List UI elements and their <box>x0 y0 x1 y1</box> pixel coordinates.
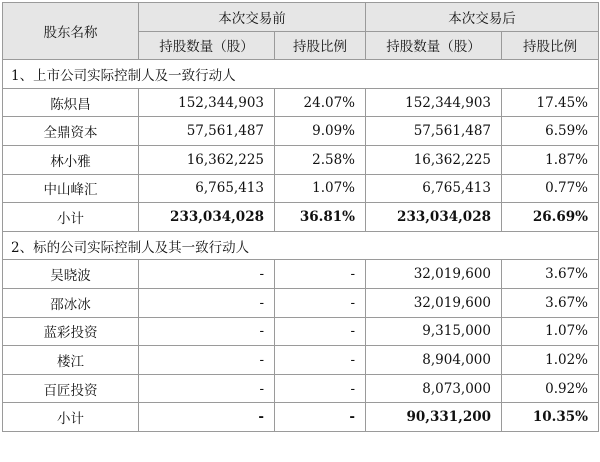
section-header-row <box>3 231 599 260</box>
col-group-before: 本次交易前 <box>139 3 366 32</box>
ratio-after-cell: 17.45% <box>502 88 599 117</box>
ratio-before-cell: - <box>275 260 366 289</box>
shares-before-cell: - <box>139 260 275 289</box>
shareholder-name-cell: 楼江 <box>3 346 139 375</box>
ratio-after-cell: 10.35% <box>502 403 599 432</box>
ratio-after-cell: 3.67% <box>502 288 599 317</box>
table-header <box>3 3 599 60</box>
shares-after-cell: 90,331,200 <box>366 403 502 432</box>
shares-after-cell: 32,019,600 <box>366 260 502 289</box>
ratio-after-cell: 3.67% <box>502 260 599 289</box>
ratio-before-cell: 24.07% <box>275 88 366 117</box>
shares-before-cell: 152,344,903 <box>139 88 275 117</box>
shares-before-cell: - <box>139 346 275 375</box>
shares-before-cell: - <box>139 374 275 403</box>
shares-before-cell: 6,765,413 <box>139 174 275 203</box>
shares-after-cell: 8,073,000 <box>366 374 502 403</box>
shares-after-cell: 233,034,028 <box>366 203 502 232</box>
section-title: 1、上市公司实际控制人及一致行动人 <box>3 60 599 89</box>
ratio-after-cell: 26.69% <box>502 203 599 232</box>
col-header-shares-before: 持股数量（股） <box>139 31 275 60</box>
ratio-before-cell: 36.81% <box>275 203 366 232</box>
shareholder-name-cell: 中山峰汇 <box>3 174 139 203</box>
ratio-before-cell: - <box>275 288 366 317</box>
section-title: 2、标的公司实际控制人及其一致行动人 <box>3 231 599 260</box>
ratio-before-cell: 2.58% <box>275 145 366 174</box>
ratio-after-cell: 1.07% <box>502 317 599 346</box>
shares-before-cell: - <box>139 317 275 346</box>
shares-before-cell: - <box>139 403 275 432</box>
shareholder-name-cell: 邵冰冰 <box>3 288 139 317</box>
shares-before-cell: 57,561,487 <box>139 117 275 146</box>
shares-after-cell: 32,019,600 <box>366 288 502 317</box>
col-header-name: 股东名称 <box>3 3 139 60</box>
ratio-after-cell: 0.77% <box>502 174 599 203</box>
ratio-after-cell: 1.87% <box>502 145 599 174</box>
table-body <box>3 60 599 432</box>
table-row <box>3 346 599 375</box>
ratio-before-cell: - <box>275 346 366 375</box>
table-row <box>3 374 599 403</box>
ratio-before-cell: 1.07% <box>275 174 366 203</box>
shareholder-name-cell: 小计 <box>3 203 139 232</box>
shareholder-name-cell: 蓝彩投资 <box>3 317 139 346</box>
shares-after-cell: 8,904,000 <box>366 346 502 375</box>
shares-after-cell: 9,315,000 <box>366 317 502 346</box>
ratio-before-cell: - <box>275 403 366 432</box>
ratio-after-cell: 0.92% <box>502 374 599 403</box>
table-row <box>3 288 599 317</box>
ratio-after-cell: 1.02% <box>502 346 599 375</box>
section-header-row <box>3 60 599 89</box>
subtotal-row <box>3 203 599 232</box>
table-row <box>3 260 599 289</box>
shareholder-name-cell: 林小雅 <box>3 145 139 174</box>
shares-before-cell: 16,362,225 <box>139 145 275 174</box>
shares-before-cell: - <box>139 288 275 317</box>
table-row <box>3 145 599 174</box>
col-header-ratio-before: 持股比例 <box>275 31 366 60</box>
shares-after-cell: 6,765,413 <box>366 174 502 203</box>
shareholder-name-cell: 吴晓波 <box>3 260 139 289</box>
shares-before-cell: 233,034,028 <box>139 203 275 232</box>
col-group-after: 本次交易后 <box>366 3 599 32</box>
col-header-shares-after: 持股数量（股） <box>366 31 502 60</box>
shareholding-table <box>2 2 599 432</box>
col-header-ratio-after: 持股比例 <box>502 31 599 60</box>
table-row <box>3 117 599 146</box>
shares-after-cell: 152,344,903 <box>366 88 502 117</box>
ratio-before-cell: 9.09% <box>275 117 366 146</box>
ratio-before-cell: - <box>275 374 366 403</box>
shareholder-name-cell: 百匠投资 <box>3 374 139 403</box>
shareholder-name-cell: 小计 <box>3 403 139 432</box>
table-row <box>3 317 599 346</box>
ratio-before-cell: - <box>275 317 366 346</box>
table-row <box>3 88 599 117</box>
shareholder-name-cell: 全鼎资本 <box>3 117 139 146</box>
shareholder-name-cell: 陈炽昌 <box>3 88 139 117</box>
ratio-after-cell: 6.59% <box>502 117 599 146</box>
subtotal-row <box>3 403 599 432</box>
shares-after-cell: 57,561,487 <box>366 117 502 146</box>
table-row <box>3 174 599 203</box>
shares-after-cell: 16,362,225 <box>366 145 502 174</box>
